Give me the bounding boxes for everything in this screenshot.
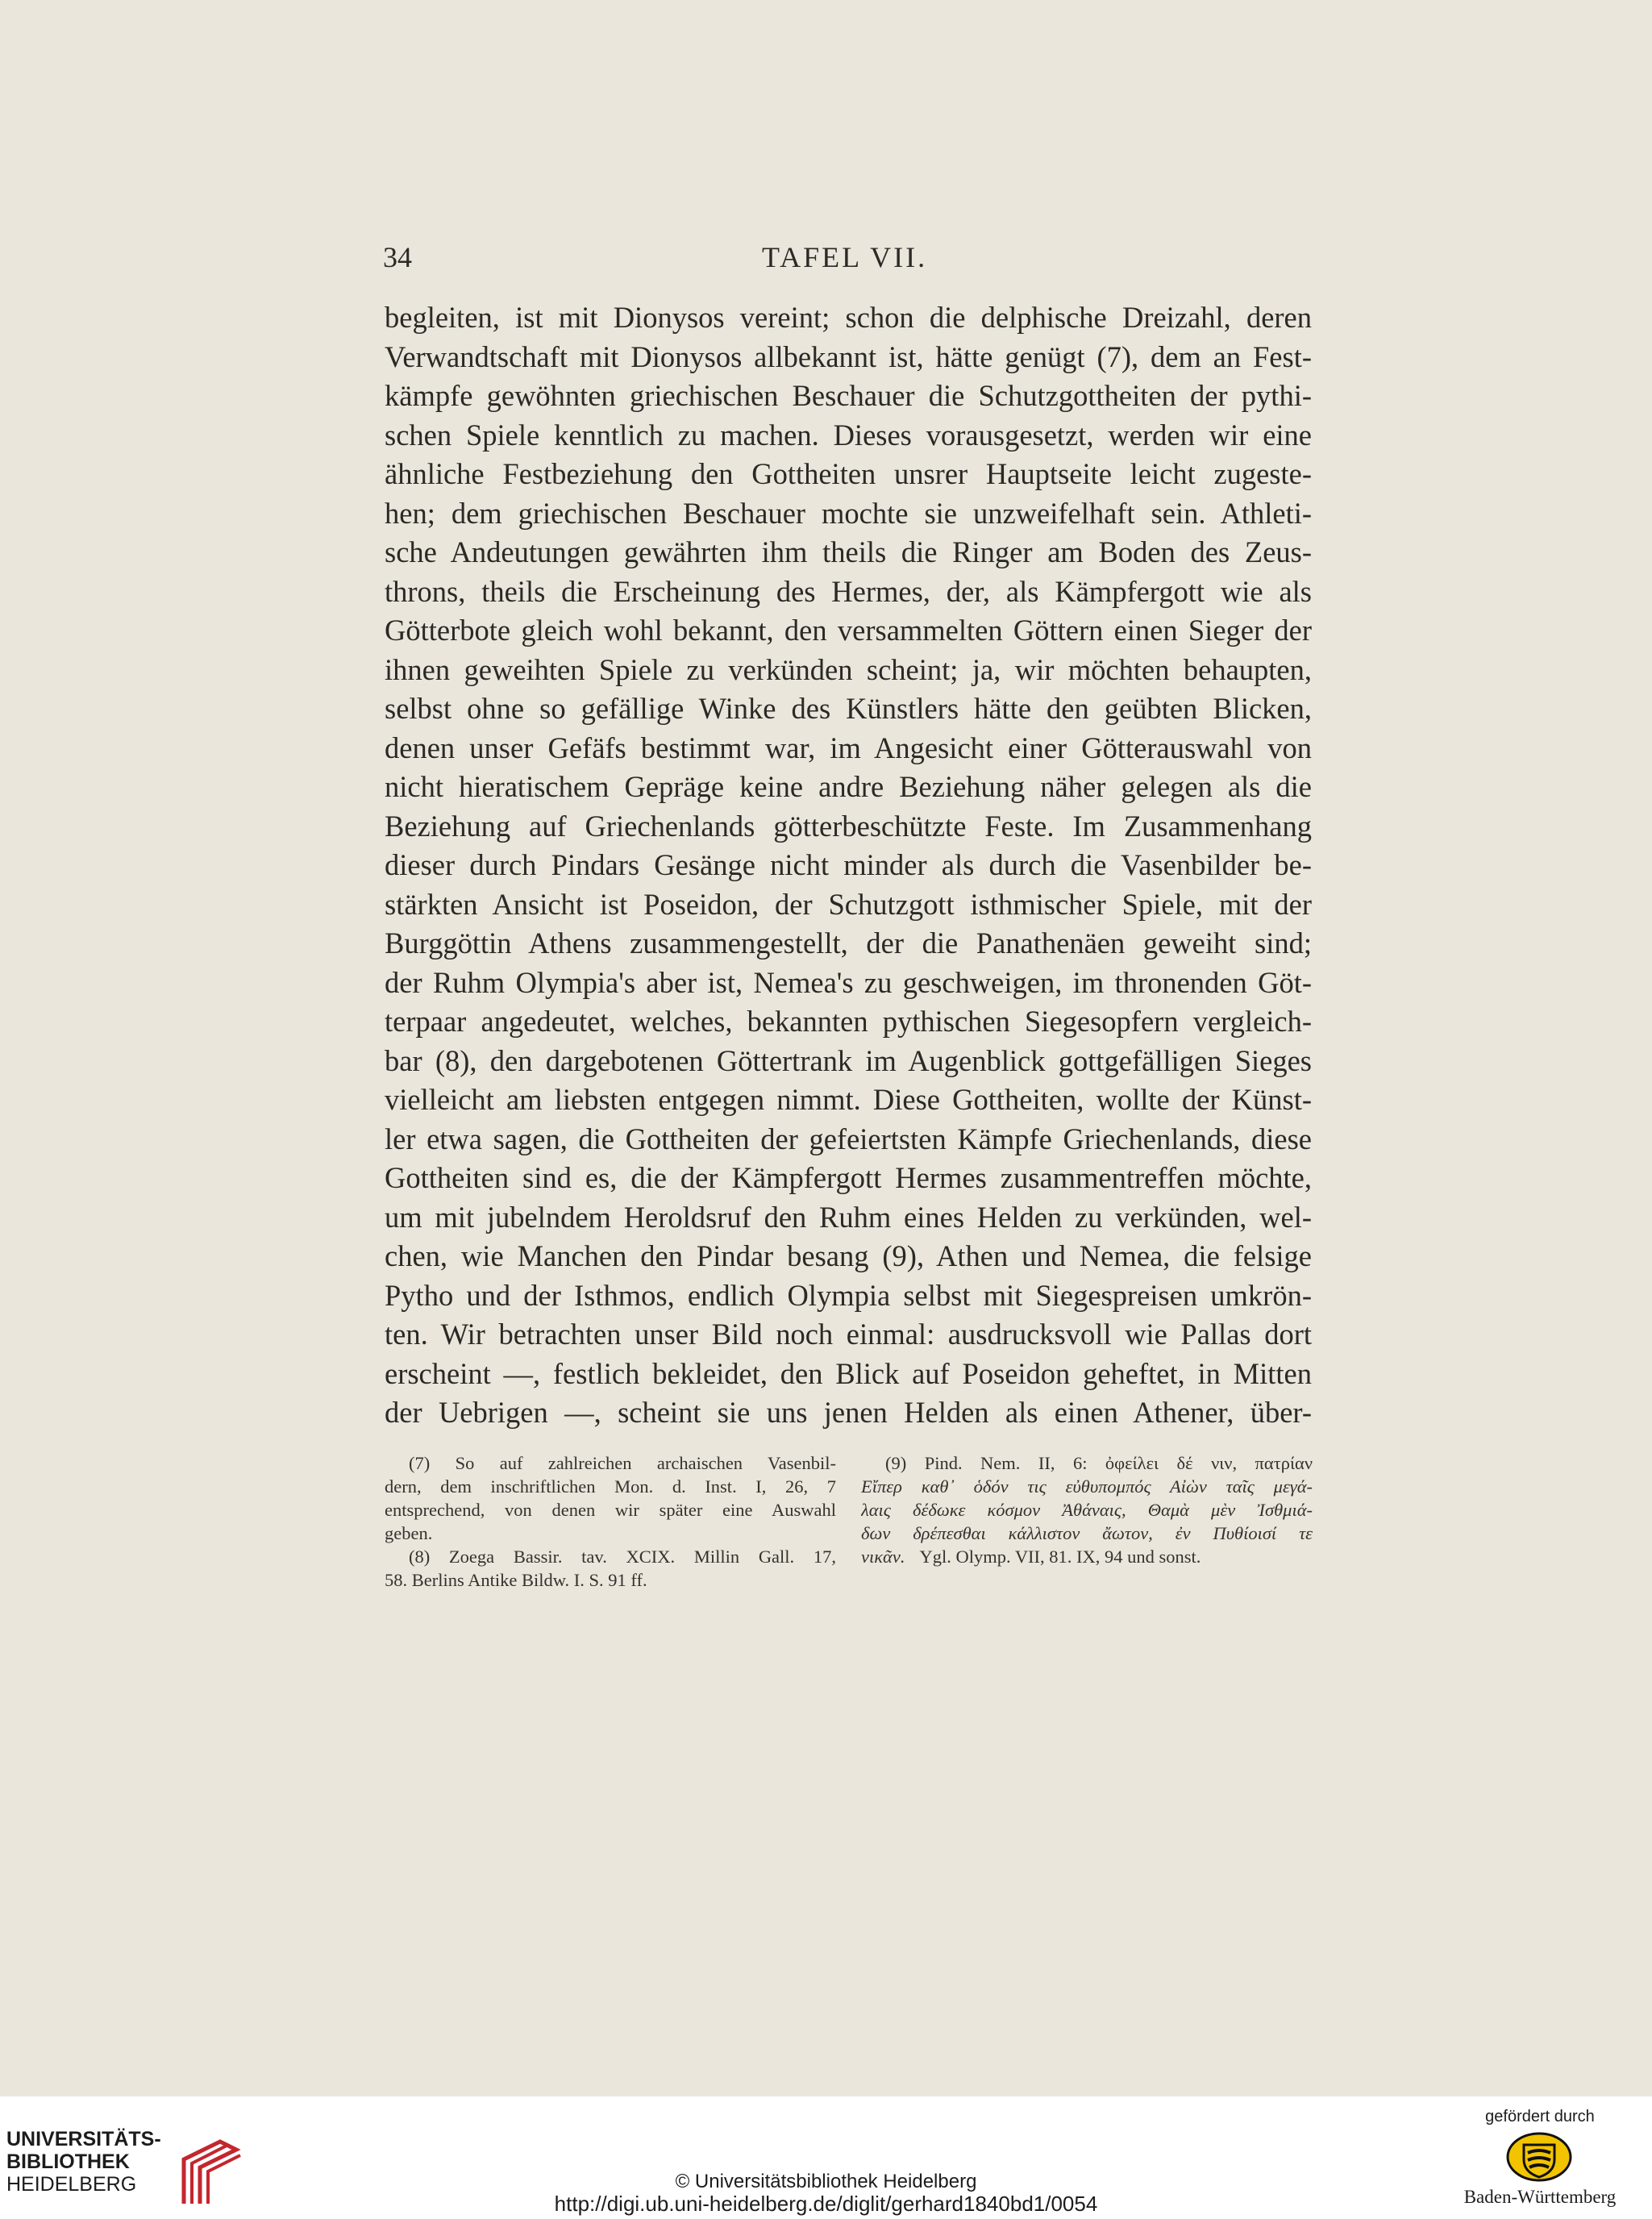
footnote-line: 58. Berlins Antike Bildw. I. S. 91 ff. bbox=[385, 1570, 647, 1590]
footnote-line: (8) Zoega Bassir. tav. XCIX. Millin Gall. 17, bbox=[409, 1547, 836, 1567]
viewer-footer bbox=[0, 2096, 1652, 2219]
footnote-line: λαις δέδωκε κόσμον Ἀθάναις, Θαμὰ μὲν Ἰσθμιά- bbox=[861, 1500, 1313, 1520]
text-line: Burggöttin Athens zusammengestellt, der die Panathenäen geweiht sind; bbox=[385, 926, 1312, 960]
library-name-line3: HEIDELBERG bbox=[6, 2173, 137, 2196]
text-line: der Uebrigen —, scheint sie uns jenen Helden als einen Athener, über- bbox=[385, 1396, 1312, 1429]
text-line: Beziehung auf Griechenlands götterbeschützte Feste. Im Zusammenhang bbox=[385, 809, 1312, 843]
text-line: schen Spiele kenntlich zu machen. Dieses vorausgesetzt, werden wir eine bbox=[385, 418, 1312, 452]
footnote-line: δων δρέπεσθαι κάλλιστον ἄωτον, ἐν Πυθίοισί τε bbox=[861, 1523, 1313, 1543]
baden-wuerttemberg-coat-of-arms-icon[interactable] bbox=[1506, 2132, 1572, 2182]
page-number: 34 bbox=[383, 241, 412, 273]
text-line: dieser durch Pindars Gesänge nicht minder als durch die Vasenbilder be- bbox=[385, 848, 1312, 881]
footnote-line: Ygl. Olymp. VII, 81. IX, 94 und sonst. bbox=[919, 1547, 1201, 1567]
sponsor-name: Baden-Württemberg bbox=[1463, 2187, 1617, 2207]
permalink-url[interactable]: http://digi.ub.uni-heidelberg.de/diglit/gerhard1840bd1/0054 bbox=[554, 2192, 1098, 2216]
footnote-line: (9) Pind. Nem. II, 6: ὀφείλει δέ νιν, πατρίαν bbox=[885, 1453, 1313, 1473]
text-line: hen; dem griechischen Beschauer mochte sie unzweifelhaft sein. Athleti- bbox=[385, 496, 1312, 530]
text-line: Götterbote gleich wohl bekannt, den versammelten Göttern einen Sieger der bbox=[385, 614, 1312, 647]
text-line: der Ruhm Olympia's aber ist, Nemea's zu geschweigen, im thronenden Göt- bbox=[385, 965, 1312, 999]
text-line: begleiten, ist mit Dionysos vereint; schon die delphische Dreizahl, deren bbox=[385, 301, 1312, 334]
text-line: selbst ohne so gefällige Winke des Künstlers hätte den geübten Blicken, bbox=[385, 692, 1312, 725]
footnote-line: entsprechend, von denen wir später eine Auswahl bbox=[385, 1500, 836, 1520]
running-title: TAFEL VII. bbox=[762, 241, 928, 273]
library-name-line2: BIBLIOTHEK bbox=[6, 2150, 130, 2173]
text-line: chen, wie Manchen den Pindar besang (9), Athen und Nemea, die felsige bbox=[385, 1239, 1312, 1272]
text-line: erscheint —, festlich bekleidet, den Blick auf Poseidon geheftet, in Mitten bbox=[385, 1356, 1312, 1390]
text-line: Pytho und der Isthmos, endlich Olympia selbst mit Siegespreisen umkrön- bbox=[385, 1278, 1312, 1312]
footnote-line: νικᾶν. bbox=[861, 1547, 905, 1567]
text-line: ten. Wir betrachten unser Bild noch einmal: ausdrucksvoll wie Pallas dort bbox=[385, 1318, 1312, 1351]
text-line: vielleicht am liebsten entgegen nimmt. Diese Gottheiten, wollte der Künst- bbox=[385, 1083, 1312, 1116]
library-name-line1: UNIVERSITÄTS- bbox=[6, 2128, 161, 2150]
text-line: ähnliche Festbeziehung den Gottheiten unsrer Hauptseite leicht zugeste- bbox=[385, 457, 1312, 490]
text-line: ler etwa sagen, die Gottheiten der gefeiertsten Kämpfe Griechenlands, diese bbox=[385, 1122, 1312, 1155]
footnote-line: Εἴπερ καθ᾽ ὁδόν τις εὐθυπομπός Αἰὼν ταῖς μεγά- bbox=[861, 1476, 1313, 1497]
text-line: ihnen geweihten Spiele zu verkünden scheint; ja, wir möchten behaupten, bbox=[385, 652, 1312, 686]
footnote-line: dern, dem inschriftlichen Mon. d. Inst. I, 26, 7 bbox=[385, 1476, 836, 1497]
text-line: nicht hieratischem Gepräge keine andre Beziehung näher gelegen als die bbox=[385, 770, 1312, 803]
text-line: kämpfe gewöhnten griechischen Beschauer die Schutzgottheiten der pythi- bbox=[385, 379, 1312, 412]
text-line: bar (8), den dargebotenen Göttertrank im Augenblick gottgefälligen Sieges bbox=[385, 1043, 1312, 1077]
footnote-line: (7) So auf zahlreichen archaischen Vasenbil- bbox=[409, 1453, 836, 1473]
text-line: stärkten Ansicht ist Poseidon, der Schutzgott isthmischer Spiele, mit der bbox=[385, 887, 1312, 921]
main-text bbox=[385, 298, 1312, 1433]
text-line: denen unser Gefäfs bestimmt war, im Angesicht einer Götterauswahl von bbox=[385, 731, 1312, 764]
text-line: throns, theils die Erscheinung des Hermes, der, als Kämpfergott wie als bbox=[385, 574, 1312, 608]
text-line: um mit jubelndem Heroldsruf den Ruhm eines Helden zu verkünden, wel- bbox=[385, 1200, 1312, 1234]
text-line: Gottheiten sind es, die der Kämpfergott Hermes zusammentreffen möchte, bbox=[385, 1161, 1312, 1194]
footnote-line: geben. bbox=[385, 1523, 433, 1543]
footnotes-right-column bbox=[861, 1451, 1313, 1572]
sponsor-label: gefördert durch bbox=[1485, 2108, 1595, 2125]
text-line: Verwandtschaft mit Dionysos allbekannt ist, hätte genügt (7), dem an Fest- bbox=[385, 339, 1312, 373]
footnotes-left-column bbox=[385, 1451, 836, 1592]
text-line: terpaar angedeutet, welches, bekannten pythischen Siegesopfern vergleich- bbox=[385, 1005, 1312, 1038]
copyright-notice: © Universitätsbibliothek Heidelberg bbox=[675, 2171, 977, 2192]
page-header bbox=[383, 240, 1310, 281]
text-line: sche Andeutungen gewährten ihm theils die Ringer am Boden des Zeus- bbox=[385, 535, 1312, 568]
